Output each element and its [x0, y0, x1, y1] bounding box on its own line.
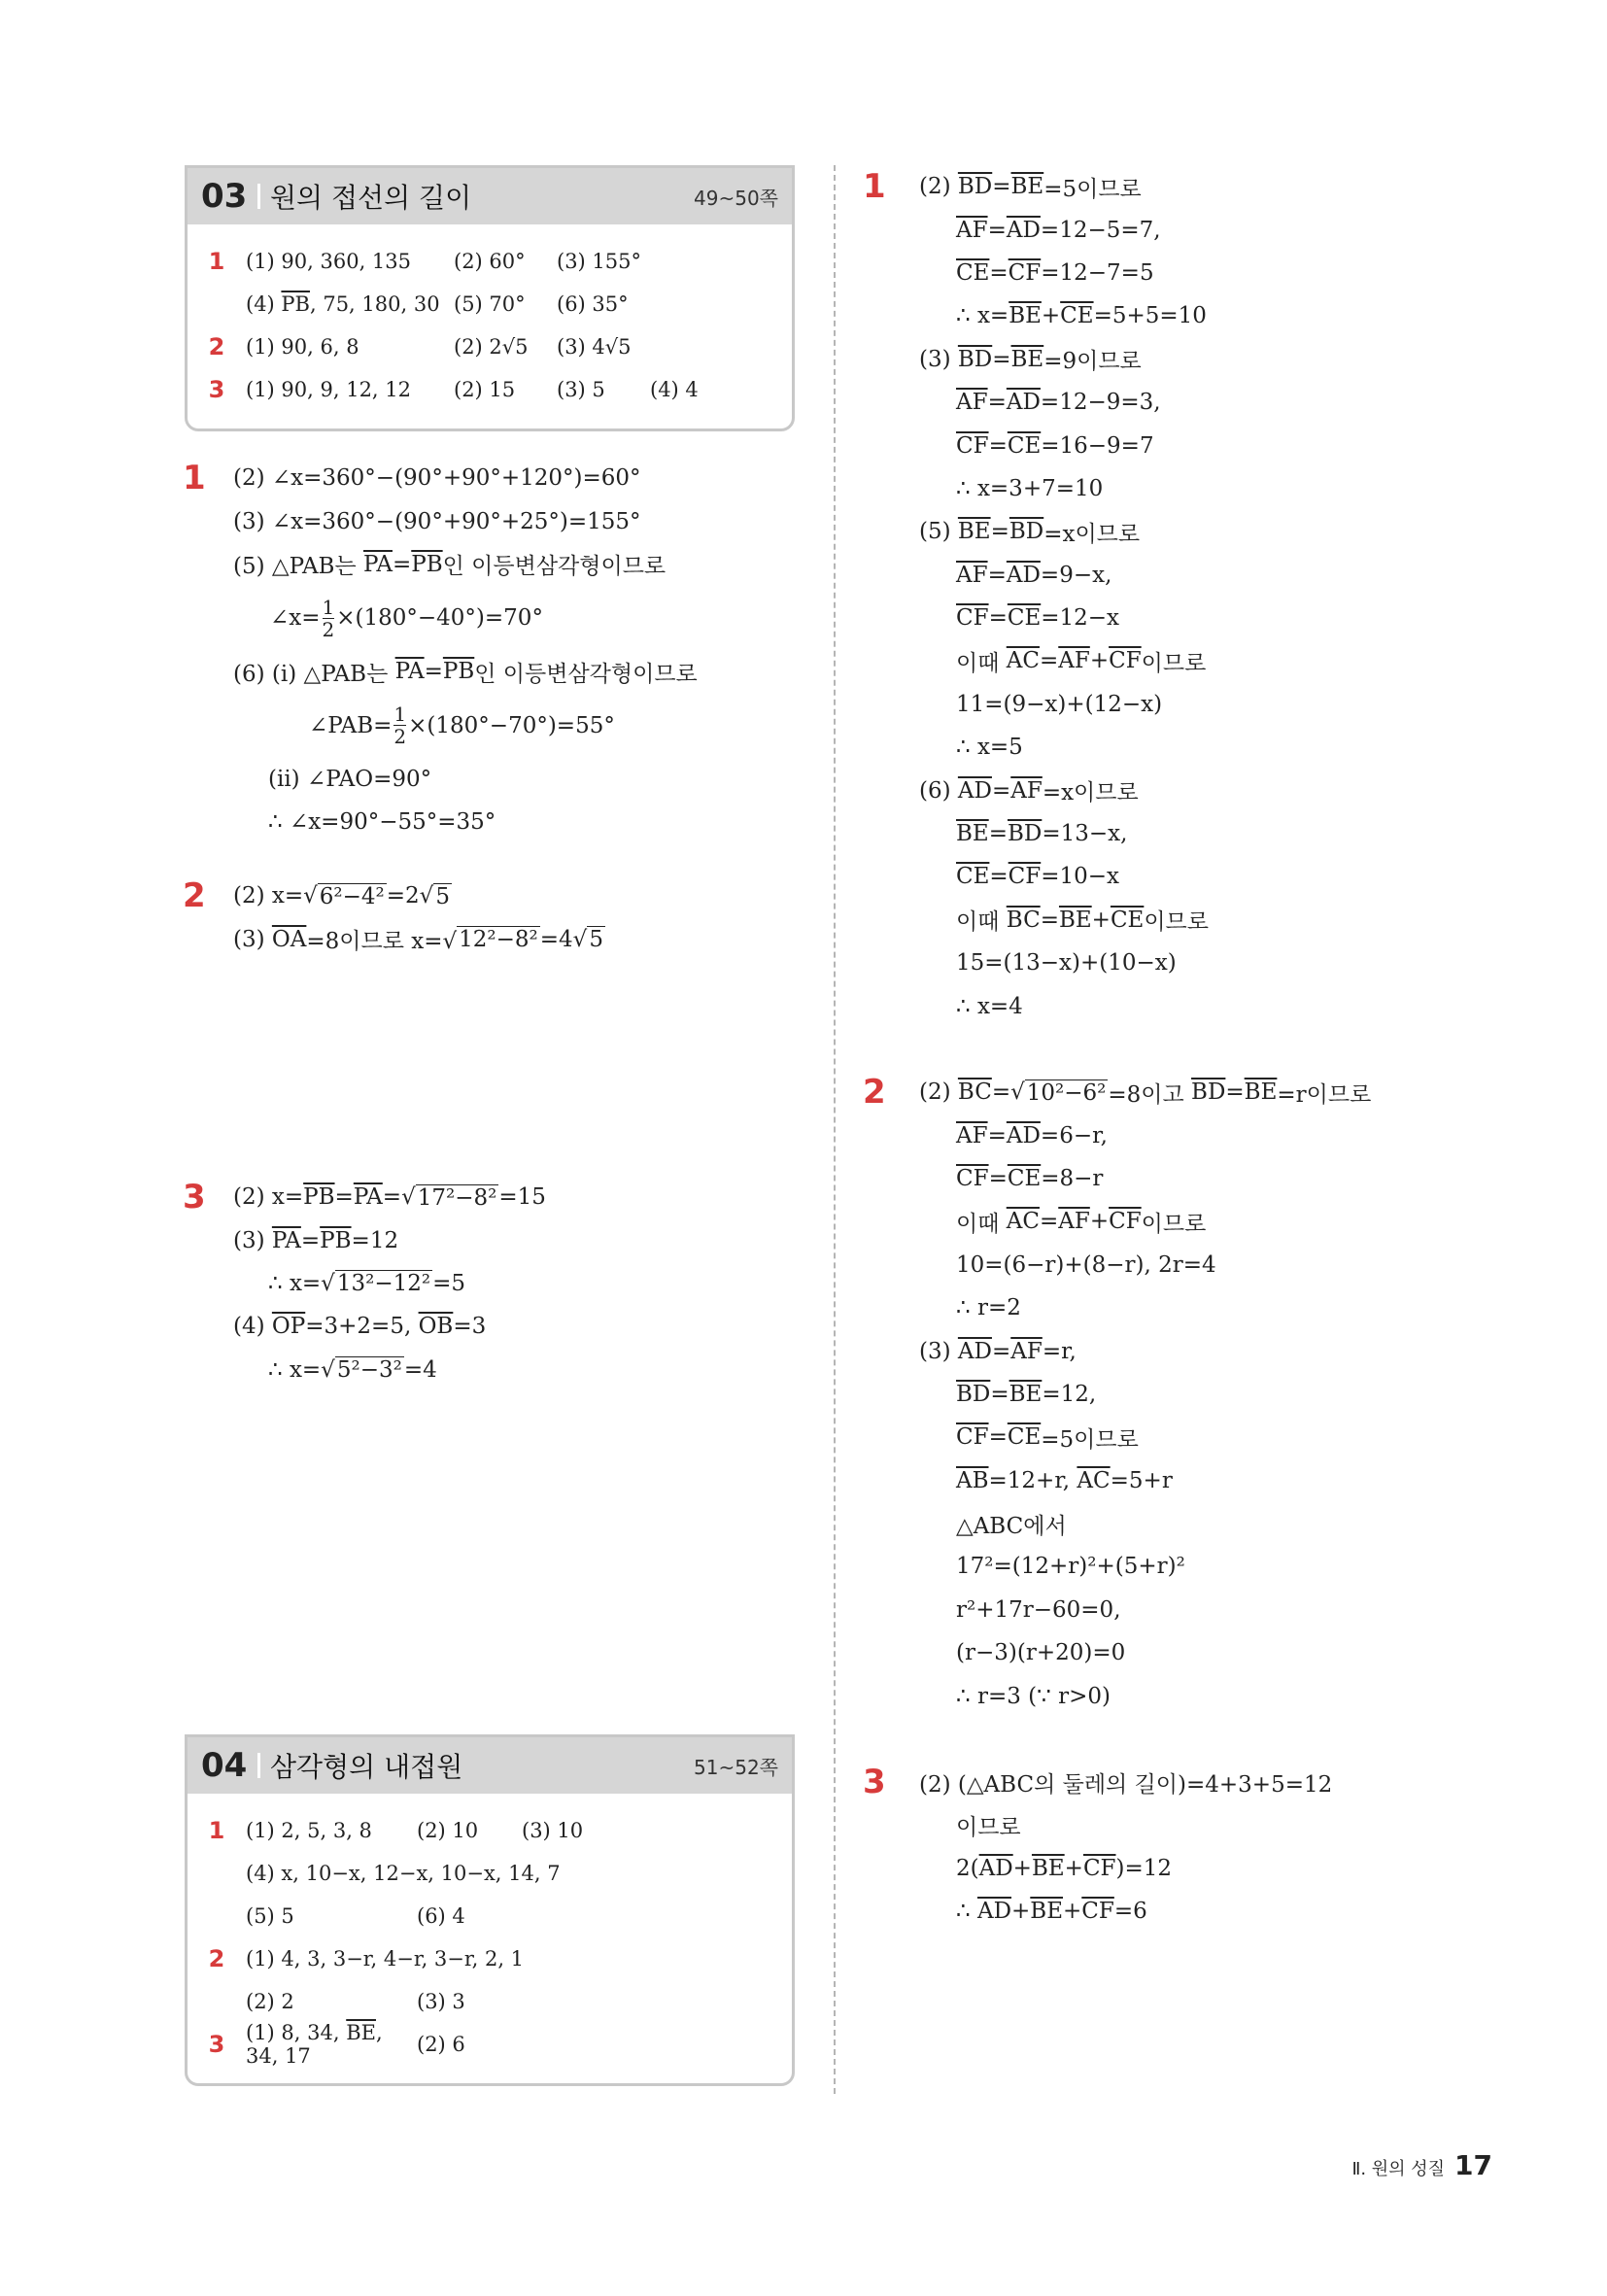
answer-row [188, 326, 792, 368]
answer-row [188, 1937, 792, 1980]
problem-number: 3 [208, 2031, 225, 2058]
answer-item: (5) 70° [454, 292, 526, 316]
solution-line: $\overline{CE}$ = $\overline{CF}$ =10−x [956, 864, 1120, 890]
solution-line: (3) $\overline{BD}$ = $\overline{BE}$ =9이므로 [919, 346, 1142, 375]
solution-line: (3) $\overline{OA}$ =8이므로 x=√ 12²−8² =4√ 5 [233, 926, 603, 955]
answer-list [188, 224, 792, 428]
solution-line: 17²=(12+r)²+(5+r)² [956, 1554, 1185, 1580]
solution-line: 이때 $\overline{AC}$ = $\overline{AF}$ + $\overline{CF}$ 이므로 [956, 648, 1207, 676]
section-title: 삼각형의 내접원 [270, 1751, 463, 1783]
answer-item: (2) 60° [454, 250, 526, 273]
solution-line: (2) $\overline{BC}$ =√ 10²−6² =8이고 $\overline{BD}$ = $\overline{BE}$ =r이므로 [919, 1079, 1372, 1108]
solution-line: (6) (i) △PAB는 $\overline{PA}$ = $\overline{PB}$ 인 이등변삼각형이므로 [233, 659, 698, 687]
solution-line: $\overline{BE}$ = $\overline{BD}$ =13−x, [956, 821, 1128, 847]
solution-line: ∴ x=√ 13²−12² =5 [268, 1270, 465, 1297]
answer-item: (3) 3 [417, 1990, 465, 2013]
problem-number: 2 [208, 333, 225, 360]
solution-line: $\overline{CF}$ = $\overline{CE}$ =5이므로 [956, 1424, 1139, 1453]
answer-item: (3) 10 [522, 1819, 584, 1842]
answer-item: (3) 5 [557, 378, 605, 401]
solution-line: 이때 $\overline{AC}$ = $\overline{AF}$ + $\overline{CF}$ 이므로 [956, 1209, 1207, 1237]
page-range: 51~52쪽 [694, 1755, 778, 1779]
solution-line: (ii) ∠PAO=90° [268, 766, 432, 792]
solution-number: 3 [183, 1178, 206, 1217]
solution-line: 2( $\overline{AD}$ + $\overline{BE}$ + $\overline{CF}$ )=12 [956, 1855, 1173, 1881]
answer-item: (1) 8, 34, $\overline{BE}$, 34, 17 [246, 2021, 383, 2068]
answer-row [188, 1809, 792, 1852]
solution-lines [233, 874, 605, 961]
solution-line: $\overline{CF}$ = $\overline{CE}$ =8−r [956, 1165, 1104, 1191]
answer-row [188, 240, 792, 283]
solution-line: ∴ r=2 [956, 1295, 1021, 1321]
solution-line: ∴ x= $\overline{BE}$ + $\overline{CE}$ =5+5=10 [956, 303, 1207, 329]
answer-item: (6) 4 [417, 1904, 465, 1928]
answer-box-04 [185, 1734, 795, 2086]
solution-line: (5) △PAB는 $\overline{PA}$ = $\overline{PB}$ 인 이등변삼각형이므로 [233, 551, 667, 580]
answer-item: (1) 4, 3, 3−r, 4−r, 3−r, 2, 1 [246, 1947, 525, 1970]
solution-line: ∴ ∠x=90°−55°=35° [268, 809, 496, 836]
solution-line: ∴ $\overline{AD}$ + $\overline{BE}$ + $\overline{CF}$ =6 [956, 1899, 1147, 1925]
solution-line: $\overline{AF}$ = $\overline{AD}$ =6−r, [956, 1122, 1108, 1148]
solution-line: 10=(6−r)+(8−r), 2r=4 [956, 1251, 1216, 1278]
answer-row [188, 1895, 792, 1937]
solution-line: ∴ x=5 [956, 735, 1023, 761]
solution-number: 2 [863, 1073, 886, 1112]
solution-line: 11=(9−x)+(12−x) [956, 691, 1163, 717]
section-number: 04 [201, 1746, 248, 1785]
solution-line: ∴ x=3+7=10 [956, 475, 1104, 501]
answer-item: (3) 155° [557, 250, 642, 273]
answer-item: (1) 90, 9, 12, 12 [246, 378, 411, 401]
solution-line: $\overline{AF}$ = $\overline{AD}$ =9−x, [956, 562, 1112, 588]
solution-line: 이므로 [956, 1815, 1021, 1841]
answer-row [188, 2023, 792, 2066]
page-footer [1351, 2149, 1492, 2181]
section-title: 원의 접선의 길이 [270, 182, 472, 214]
solution-line: $\overline{AB}$ =12+r, $\overline{AC}$ =5+r [956, 1467, 1173, 1493]
solution-line: (4) $\overline{OP}$ =3+2=5, $\overline{OB}$ =3 [233, 1314, 487, 1340]
solution-number: 2 [183, 876, 206, 915]
solution-line: (5) $\overline{BE}$ = $\overline{BD}$ =x이므로 [919, 519, 1141, 547]
answer-item: (2) 2 [246, 1990, 294, 2013]
answer-item: (1) 90, 360, 135 [246, 250, 412, 273]
solution-lines [919, 1761, 1332, 1934]
answer-item: (3) 4√5 [557, 335, 632, 359]
solution-line: ∠x= $\frac{1}{2}$ ×(180°−40°)=70° [270, 595, 543, 641]
section-number: 03 [201, 177, 248, 216]
solution-line: (2) x= $\overline{PB}$ = $\overline{PA}$ =√ 17²−8² =15 [233, 1184, 546, 1211]
answer-item: (4) x, 10−x, 12−x, 10−x, 14, 7 [246, 1862, 561, 1885]
problem-number: 1 [208, 248, 225, 275]
solution-lines [919, 1071, 1371, 1718]
box-header [188, 1737, 792, 1794]
answer-item: (2) 10 [417, 1819, 479, 1842]
solution-line: (2) ∠x=360°−(90°+90°+120°)=60° [233, 465, 641, 492]
solution-line: (3) $\overline{AD}$ = $\overline{AF}$ =r, [919, 1338, 1077, 1364]
answer-row [188, 283, 792, 326]
answer-item: (1) 2, 5, 3, 8 [246, 1819, 372, 1842]
solution-line: $\overline{AF}$ = $\overline{AD}$ =12−9=3, [956, 390, 1161, 416]
solution-line: r²+17r−60=0, [956, 1596, 1121, 1623]
answer-item: (4) $\overline{PB}$, 75, 180, 30 [246, 292, 440, 316]
solution-lines [233, 1176, 546, 1391]
solution-line: (r−3)(r+20)=0 [956, 1640, 1126, 1666]
solution-lines [233, 457, 698, 843]
chapter-label: Ⅱ. 원의 성질 [1351, 2159, 1446, 2179]
solution-line: (2) x=√ 6²−4² =2√ 5 [233, 883, 450, 909]
answer-row [188, 1852, 792, 1895]
solution-line: △ABC에서 [956, 1513, 1067, 1539]
solution-line: ∴ r=3 (∵ r>0) [956, 1683, 1111, 1709]
solution-line: $\overline{CF}$ = $\overline{CE}$ =12−x [956, 605, 1120, 632]
problem-number: 1 [208, 1817, 225, 1844]
page-number: 17 [1454, 2149, 1492, 2181]
answer-item: (4) 4 [650, 378, 699, 401]
answer-item: (2) 15 [454, 378, 516, 401]
page-range: 49~50쪽 [694, 186, 778, 210]
solution-line: (3) ∠x=360°−(90°+90°+25°)=155° [233, 508, 641, 534]
answer-row [188, 1980, 792, 2023]
solution-line: (3) $\overline{PA}$ = $\overline{PB}$ =12 [233, 1227, 399, 1253]
solution-line: $\overline{CF}$ = $\overline{CE}$ =16−9=7 [956, 432, 1154, 459]
solution-line: ∠PAB= $\frac{1}{2}$ ×(180°−70°)=55° [309, 703, 615, 749]
answer-list [188, 1794, 792, 2083]
solution-number: 3 [863, 1763, 886, 1801]
solution-line: ∴ x=4 [956, 993, 1023, 1019]
answer-row [188, 368, 792, 411]
solution-line: 15=(13−x)+(10−x) [956, 950, 1177, 977]
header-separator [257, 184, 260, 209]
segment-pb: $\overline{PB}$ [281, 292, 310, 316]
solution-lines [919, 165, 1209, 1028]
solution-line: ∴ x=√ 5²−3² =4 [268, 1356, 437, 1384]
answer-item: (5) 5 [246, 1904, 294, 1928]
solution-number: 1 [183, 459, 206, 497]
answer-box-03 [185, 165, 795, 431]
solution-line: (2) $\overline{BD}$ = $\overline{BE}$ =5이므로 [919, 174, 1142, 202]
answer-item: (1) 90, 6, 8 [246, 335, 359, 359]
solution-line: $\overline{BD}$ = $\overline{BE}$ =12, [956, 1381, 1097, 1407]
column-divider [834, 165, 836, 2094]
header-separator [257, 1753, 260, 1778]
answer-item: (2) 6 [417, 2033, 465, 2056]
problem-number: 3 [208, 376, 225, 403]
solution-line: (2) (△ABC의 둘레의 길이)=4+3+5=12 [919, 1771, 1333, 1798]
problem-number: 2 [208, 1945, 225, 1972]
solution-number: 1 [863, 167, 886, 206]
solution-line: $\overline{CE}$ = $\overline{CF}$ =12−7=5 [956, 259, 1154, 286]
solution-line: (6) $\overline{AD}$ = $\overline{AF}$ =x이므로 [919, 777, 1139, 806]
box-header [188, 168, 792, 224]
solution-line: 이때 $\overline{BC}$ = $\overline{BE}$ + $\overline{CE}$ 이므로 [956, 907, 1209, 936]
answer-item: (2) 2√5 [454, 335, 529, 359]
solution-line: $\overline{AF}$ = $\overline{AD}$ =12−5=7, [956, 217, 1161, 243]
answer-item: (6) 35° [557, 292, 629, 316]
